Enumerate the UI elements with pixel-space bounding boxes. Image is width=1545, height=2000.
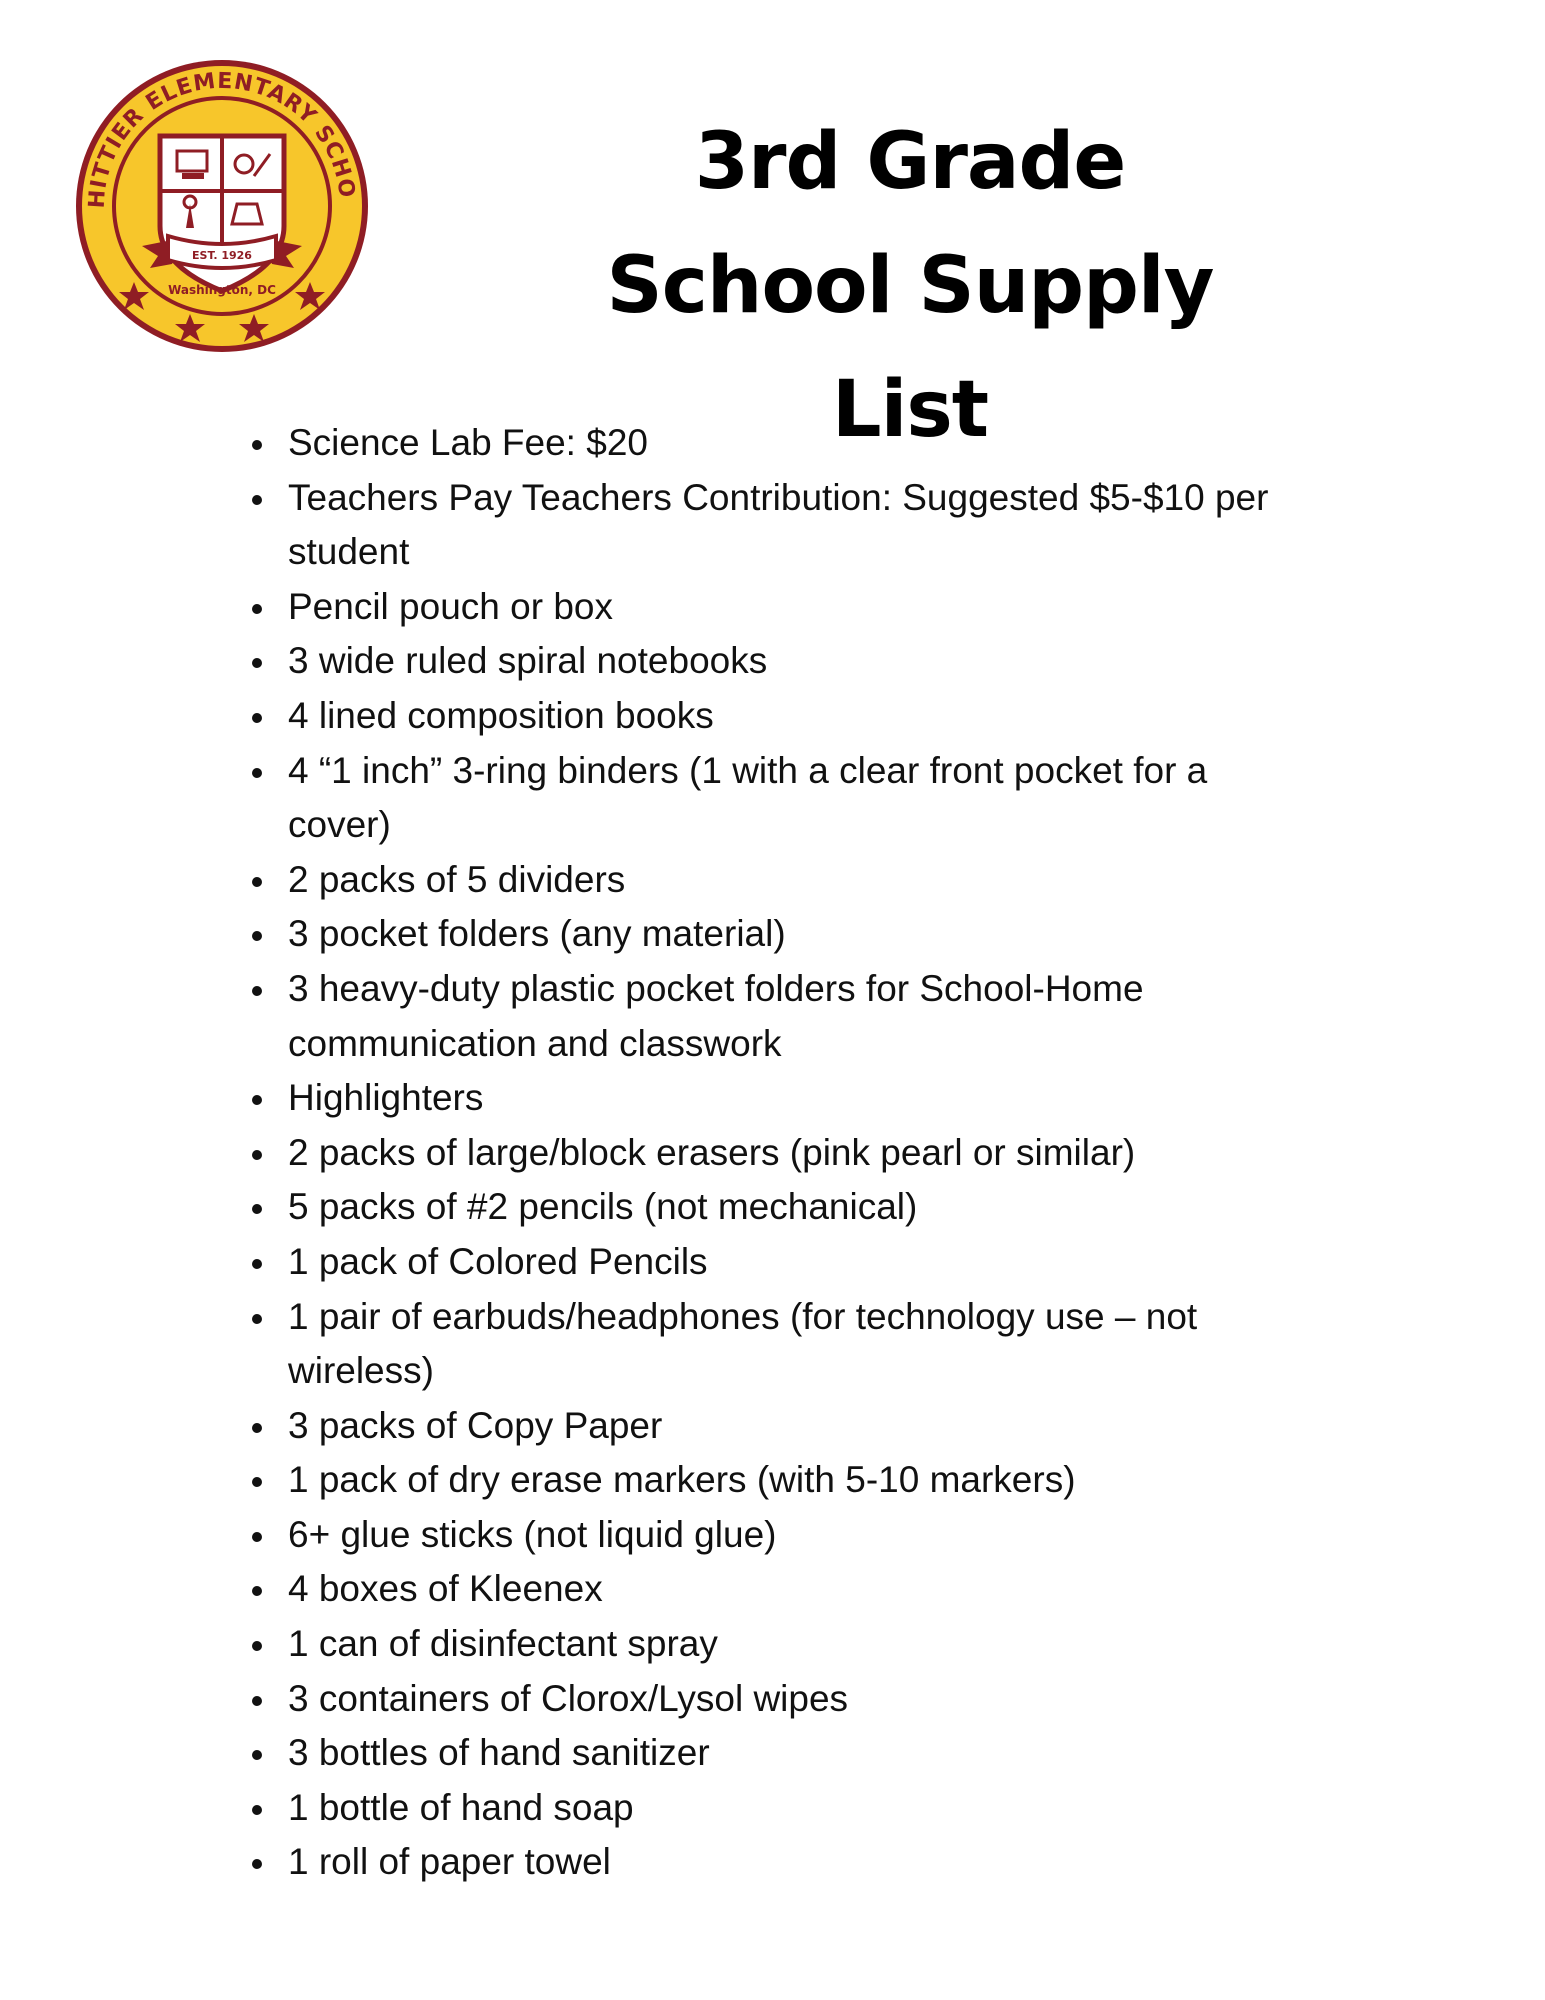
list-item: 3 heavy-duty plastic pocket folders for School-Home communication and classwork xyxy=(252,962,1312,1071)
list-item: Teachers Pay Teachers Contribution: Suggested $5-$10 per student xyxy=(252,471,1312,580)
supply-list xyxy=(252,416,1312,1890)
list-item: 1 roll of paper towel xyxy=(252,1835,1312,1890)
school-seal-icon xyxy=(72,56,372,356)
list-item: 4 “1 inch” 3-ring binders (1 with a clear front pocket for a cover) xyxy=(252,744,1312,853)
list-item: 1 pair of earbuds/headphones (for technology use – not wireless) xyxy=(252,1290,1312,1399)
school-logo xyxy=(72,56,372,356)
list-item: Science Lab Fee: $20 xyxy=(252,416,1312,471)
logo-location: Washington, DC xyxy=(168,283,276,297)
list-item: Pencil pouch or box xyxy=(252,580,1312,635)
list-item: 2 packs of 5 dividers xyxy=(252,853,1312,908)
logo-est: EST. 1926 xyxy=(192,249,252,262)
list-item: 2 packs of large/block erasers (pink pearl or similar) xyxy=(252,1126,1312,1181)
list-item: 6+ glue sticks (not liquid glue) xyxy=(252,1508,1312,1563)
list-item: 3 pocket folders (any material) xyxy=(252,907,1312,962)
list-item: 1 can of disinfectant spray xyxy=(252,1617,1312,1672)
list-item: Highlighters xyxy=(252,1071,1312,1126)
list-item: 3 wide ruled spiral notebooks xyxy=(252,634,1312,689)
list-item: 1 pack of Colored Pencils xyxy=(252,1235,1312,1290)
logo-school-name: HITTIER ELEMENTARY SCHO xyxy=(84,68,360,210)
list-item: 4 lined composition books xyxy=(252,689,1312,744)
list-item: 5 packs of #2 pencils (not mechanical) xyxy=(252,1180,1312,1235)
list-item: 1 pack of dry erase markers (with 5-10 markers) xyxy=(252,1453,1312,1508)
list-item: 4 boxes of Kleenex xyxy=(252,1562,1312,1617)
list-item: 1 bottle of hand soap xyxy=(252,1781,1312,1836)
title-line-list: School Supply List xyxy=(606,241,1214,455)
list-item: 3 packs of Copy Paper xyxy=(252,1399,1312,1454)
list-item: 3 containers of Clorox/Lysol wipes xyxy=(252,1672,1312,1727)
list-item: 3 bottles of hand sanitizer xyxy=(252,1726,1312,1781)
title-line-grade: 3rd Grade xyxy=(694,117,1126,207)
